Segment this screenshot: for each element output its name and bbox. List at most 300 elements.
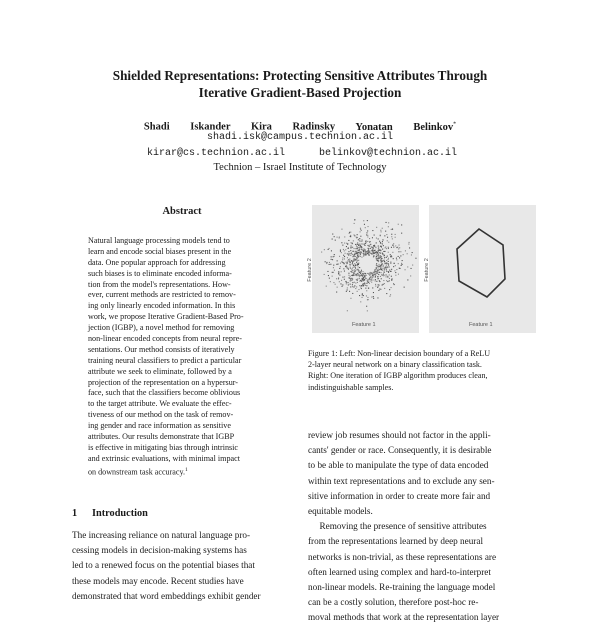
scatter-point: [387, 237, 388, 238]
scatter-point: [382, 263, 383, 264]
scatter-point: [358, 266, 359, 267]
body-line: can be a costly solution, therefore post-hoc re-: [308, 597, 479, 608]
author-email[interactable]: belinkov@technion.ac.il: [319, 148, 458, 159]
scatter-point: [389, 289, 390, 290]
scatter-point: [380, 289, 381, 290]
scatter-point: [334, 254, 335, 255]
scatter-point: [347, 287, 348, 288]
scatter-point: [364, 245, 365, 246]
caption-line: Figure 1: Left: Non-linear decision boundary of a ReLU: [308, 349, 491, 358]
scatter-point: [390, 294, 391, 295]
scatter-point: [359, 238, 360, 239]
author-name: Shadi Iskander: [143, 121, 231, 133]
scatter-point: [390, 256, 391, 257]
scatter-point: [327, 271, 328, 272]
scatter-point: [360, 287, 361, 288]
scatter-point: [359, 256, 360, 257]
scatter-point: [344, 276, 345, 277]
scatter-point: [366, 232, 367, 233]
scatter-point: [378, 247, 379, 248]
scatter-point: [352, 282, 353, 283]
scatter-point: [387, 267, 388, 268]
scatter-point: [386, 248, 387, 249]
scatter-point: [346, 262, 347, 263]
scatter-point: [354, 248, 355, 249]
x-axis-label: Feature 1: [352, 322, 376, 328]
scatter-point: [348, 259, 349, 260]
body-line: cessing models in decision-making systems has: [72, 545, 247, 556]
abstract-line: ing only linearly encoded information. In this: [88, 301, 236, 311]
scatter-point: [360, 254, 361, 255]
scatter-point: [384, 268, 385, 269]
scatter-point: [359, 245, 360, 246]
scatter-point: [324, 274, 325, 275]
scatter-point: [349, 259, 350, 260]
scatter-point: [343, 255, 344, 256]
scatter-point: [351, 252, 352, 253]
y-axis-label: Feature 2: [306, 258, 313, 282]
scatter-point: [378, 254, 379, 255]
scatter-point: [335, 284, 336, 285]
scatter-point: [368, 279, 369, 280]
scatter-point: [321, 252, 322, 253]
scatter-point: [384, 255, 385, 256]
scatter-point: [386, 269, 387, 270]
scatter-point: [325, 261, 326, 262]
x-axis-label: Feature 1: [469, 322, 493, 328]
scatter-point: [383, 265, 384, 266]
scatter-point: [329, 248, 330, 249]
scatter-point: [334, 270, 335, 271]
scatter-point: [366, 285, 367, 286]
scatter-point: [359, 275, 360, 276]
scatter-point: [366, 241, 367, 242]
scatter-point: [391, 269, 392, 270]
scatter-point: [363, 254, 364, 255]
scatter-point: [379, 257, 380, 258]
scatter-point: [384, 271, 385, 272]
scatter-point: [376, 254, 377, 255]
scatter-point: [342, 277, 343, 278]
scatter-point: [387, 277, 388, 278]
scatter-point: [361, 243, 362, 244]
scatter-point: [388, 261, 389, 262]
scatter-point: [353, 240, 354, 241]
scatter-point: [346, 243, 347, 244]
scatter-point: [387, 256, 388, 257]
scatter-point: [401, 263, 402, 264]
scatter-point: [380, 259, 381, 260]
scatter-point: [375, 269, 376, 270]
scatter-point: [371, 282, 372, 283]
scatter-point: [348, 240, 349, 241]
scatter-point: [396, 269, 397, 270]
scatter-point: [390, 271, 391, 272]
scatter-point: [364, 279, 365, 280]
scatter-point: [403, 254, 404, 255]
scatter-point: [338, 271, 339, 272]
scatter-point: [357, 278, 358, 279]
scatter-point: [354, 273, 355, 274]
scatter-point: [386, 280, 387, 281]
scatter-point: [399, 245, 400, 246]
scatter-point: [348, 251, 349, 252]
scatter-point: [354, 269, 355, 270]
scatter-point: [391, 247, 392, 248]
scatter-point: [366, 234, 367, 235]
scatter-point: [331, 256, 332, 257]
scatter-point: [359, 248, 360, 249]
scatter-point: [373, 248, 374, 249]
scatter-point: [367, 310, 368, 311]
scatter-point: [341, 252, 342, 253]
scatter-point: [347, 257, 348, 258]
scatter-point: [404, 287, 405, 288]
scatter-point: [365, 276, 366, 277]
section-heading: [72, 508, 148, 519]
scatter-point: [347, 262, 348, 263]
scatter-point: [359, 285, 360, 286]
scatter-point: [377, 267, 378, 268]
scatter-point: [407, 253, 408, 254]
scatter-point: [372, 273, 373, 274]
scatter-point: [376, 227, 377, 228]
scatter-point: [391, 229, 392, 230]
scatter-point: [369, 246, 370, 247]
scatter-point: [385, 267, 386, 268]
scatter-point: [356, 279, 357, 280]
scatter-point: [364, 282, 365, 283]
author-email[interactable]: shadi.isk@campus.technion.ac.il: [206, 132, 394, 143]
scatter-point: [378, 255, 379, 256]
scatter-point: [361, 257, 362, 258]
scatter-point: [343, 268, 344, 269]
scatter-point: [326, 262, 327, 263]
scatter-point: [381, 278, 382, 279]
scatter-point: [377, 276, 378, 277]
scatter-point: [368, 250, 369, 251]
scatter-point: [379, 289, 380, 290]
body-line: Removing the presence of sensitive attributes: [308, 521, 487, 532]
scatter-point: [338, 264, 339, 265]
scatter-point: [341, 261, 342, 262]
scatter-point: [356, 259, 357, 260]
scatter-point: [372, 278, 373, 279]
scatter-point: [364, 244, 365, 245]
scatter-point: [388, 272, 389, 273]
scatter-point: [349, 261, 350, 262]
scatter-point: [336, 264, 337, 265]
figure-caption: [308, 348, 536, 393]
scatter-point: [359, 244, 360, 245]
scatter-point: [372, 230, 373, 231]
scatter-point: [388, 247, 389, 248]
scatter-point: [371, 297, 372, 298]
scatter-point: [376, 256, 377, 257]
scatter-point: [373, 275, 374, 276]
scatter-point: [348, 269, 349, 270]
abstract-line: projection of the representation on a hypersur-: [88, 377, 238, 387]
scatter-point: [361, 285, 362, 286]
scatter-point: [336, 292, 337, 293]
scatter-point: [341, 280, 342, 281]
scatter-point: [359, 295, 360, 296]
author-email[interactable]: kirar@cs.technion.ac.il: [147, 148, 286, 159]
scatter-point: [343, 249, 344, 250]
scatter-point: [373, 253, 374, 254]
scatter-point: [344, 279, 345, 280]
scatter-point: [373, 292, 374, 293]
scatter-point: [395, 234, 396, 235]
scatter-point: [344, 271, 345, 272]
scatter-point: [382, 268, 383, 269]
scatter-point: [366, 306, 367, 307]
abstract-line: training neural classifiers to predict a particular: [88, 355, 242, 365]
scatter-point: [377, 287, 378, 288]
footnote-mark[interactable]: 1: [185, 466, 188, 473]
scatter-point: [363, 273, 364, 274]
scatter-point: [348, 273, 349, 274]
scatter-point: [358, 244, 359, 245]
scatter-point: [402, 260, 403, 261]
scatter-point: [354, 254, 355, 255]
scatter-point: [379, 280, 380, 281]
scatter-point: [367, 230, 368, 231]
scatter-point: [398, 263, 399, 264]
scatter-point: [330, 281, 331, 282]
scatter-point: [341, 229, 342, 230]
scatter-point: [339, 281, 340, 282]
scatter-point: [354, 219, 355, 220]
scatter-point: [384, 251, 385, 252]
scatter-point: [398, 274, 399, 275]
scatter-point: [349, 253, 350, 254]
scatter-point: [394, 263, 395, 264]
body-line: The increasing reliance on natural language pro-: [72, 530, 251, 540]
scatter-point: [367, 241, 368, 242]
scatter-point: [349, 233, 350, 234]
abstract-line: ing gender and race information as sensitive: [88, 421, 231, 431]
scatter-point: [344, 256, 345, 257]
scatter-point: [383, 275, 384, 276]
scatter-point: [368, 274, 369, 275]
scatter-point: [346, 282, 347, 283]
scatter-point: [409, 247, 410, 248]
scatter-point: [370, 279, 371, 280]
scatter-point: [361, 270, 362, 271]
scatter-point: [351, 271, 352, 272]
scatter-point: [350, 247, 351, 248]
scatter-point: [360, 236, 361, 237]
abstract-line: attribute we seek to eliminate, followed by a: [88, 366, 232, 376]
scatter-point: [380, 265, 381, 266]
scatter-point: [345, 253, 346, 254]
scatter-point: [333, 282, 334, 283]
scatter-point: [391, 287, 392, 288]
scatter-point: [358, 239, 359, 240]
scatter-point: [382, 253, 383, 254]
scatter-point: [377, 271, 378, 272]
scatter-point: [340, 250, 341, 251]
scatter-point: [361, 230, 362, 231]
abstract-line: such biases is to eliminate encoded informa-: [88, 268, 232, 278]
scatter-point: [352, 251, 353, 252]
scatter-point: [354, 234, 355, 235]
scatter-point: [352, 272, 353, 273]
scatter-point: [353, 273, 354, 274]
scatter-point: [382, 243, 383, 244]
scatter-point: [401, 265, 402, 266]
scatter-point: [344, 250, 345, 251]
scatter-point: [382, 260, 383, 261]
scatter-point: [372, 287, 373, 288]
scatter-point: [383, 251, 384, 252]
scatter-point: [378, 278, 379, 279]
projection-plot: [429, 205, 536, 333]
scatter-point: [355, 288, 356, 289]
scatter-point: [375, 252, 376, 253]
scatter-point: [353, 256, 354, 257]
scatter-point: [381, 261, 382, 262]
scatter-point: [352, 268, 353, 269]
scatter-point: [392, 245, 393, 246]
scatter-point: [381, 272, 382, 273]
scatter-point: [384, 235, 385, 236]
scatter-point: [369, 283, 370, 284]
scatter-point: [339, 256, 340, 257]
scatter-point: [386, 271, 387, 272]
scatter-point: [394, 284, 395, 285]
scatter-point: [367, 297, 368, 298]
scatter-point: [375, 247, 376, 248]
scatter-point: [366, 290, 367, 291]
scatter-point: [362, 294, 363, 295]
scatter-point: [360, 229, 361, 230]
scatter-point: [342, 257, 343, 258]
scatter-point: [379, 264, 380, 265]
scatter-point: [373, 247, 374, 248]
scatter-point: [373, 298, 374, 299]
scatter-point: [378, 246, 379, 247]
body-line: within text representations and to exclude any sen-: [308, 475, 495, 486]
scatter-point: [401, 224, 402, 225]
scatter-point: [396, 247, 397, 248]
scatter-point: [384, 261, 385, 262]
scatter-point: [364, 249, 365, 250]
scatter-point: [357, 269, 358, 270]
body-line: cants' gender or race. Consequently, it is desirable: [308, 445, 492, 456]
scatter-point: [372, 276, 373, 277]
scatter-point: [385, 231, 386, 232]
scatter-point: [367, 250, 368, 251]
scatter-point: [368, 252, 369, 253]
scatter-point: [332, 259, 333, 260]
scatter-point: [389, 270, 390, 271]
scatter-point: [328, 249, 329, 250]
abstract-line: Natural language processing models tend to: [88, 236, 230, 245]
scatter-point: [350, 284, 351, 285]
scatter-point: [357, 243, 358, 244]
scatter-point: [348, 260, 349, 261]
scatter-point: [357, 264, 358, 265]
scatter-point: [354, 285, 355, 286]
scatter-point: [391, 276, 392, 277]
scatter-point: [394, 270, 395, 271]
section-title: Introduction: [92, 508, 148, 519]
scatter-point: [344, 258, 345, 259]
scatter-point: [361, 271, 362, 272]
scatter-point: [363, 251, 364, 252]
scatter-point: [342, 259, 343, 260]
scatter-point: [407, 266, 408, 267]
scatter-point: [342, 245, 343, 246]
scatter-point: [336, 278, 337, 279]
scatter-point: [362, 297, 363, 298]
scatter-point: [357, 248, 358, 249]
scatter-point: [357, 280, 358, 281]
abstract-line: on downstream task accuracy.$^1$: [88, 466, 188, 477]
scatter-point: [372, 237, 373, 238]
scatter-point: [348, 282, 349, 283]
scatter-point: [357, 247, 358, 248]
abstract-line: tiveness of our method on the task of remov-: [88, 410, 234, 420]
scatter-point: [369, 273, 370, 274]
scatter-point: [412, 252, 413, 253]
scatter-point: [365, 227, 366, 228]
scatter-point: [331, 259, 332, 260]
scatter-point: [365, 278, 366, 279]
scatter-point: [373, 256, 374, 257]
scatter-point: [378, 269, 379, 270]
scatter-point: [354, 266, 355, 267]
scatter-point: [353, 267, 354, 268]
scatter-point: [348, 253, 349, 254]
scatter-point: [354, 271, 355, 272]
scatter-point: [371, 246, 372, 247]
scatter-point: [340, 263, 341, 264]
abstract-line: and extrinsic evaluations, with minimal impact: [88, 453, 240, 463]
scatter-point: [349, 278, 350, 279]
scatter-point: [350, 235, 351, 236]
scatter-point: [389, 266, 390, 267]
scatter-point: [330, 264, 331, 265]
scatter-point: [386, 274, 387, 275]
scatter-point: [398, 248, 399, 249]
scatter-point: [361, 241, 362, 242]
right-column-text: [308, 428, 534, 625]
scatter-point: [373, 296, 374, 297]
scatter-point: [352, 247, 353, 248]
scatter-point: [363, 295, 364, 296]
scatter-point: [385, 247, 386, 248]
scatter-point: [339, 275, 340, 276]
scatter-point: [365, 251, 366, 252]
scatter-point: [356, 237, 357, 238]
scatter-point: [356, 252, 357, 253]
scatter-point: [393, 247, 394, 248]
scatter-point: [361, 249, 362, 250]
scatter-point: [395, 237, 396, 238]
scatter-point: [361, 274, 362, 275]
scatter-point: [346, 267, 347, 268]
author-name: Yonatan Belinkov*: [355, 121, 457, 133]
scatter-point: [371, 273, 372, 274]
scatter-point: [367, 273, 368, 274]
scatter-point: [360, 280, 361, 281]
scatter-point: [347, 244, 348, 245]
scatter-point: [382, 248, 383, 249]
scatter-point: [376, 238, 377, 239]
